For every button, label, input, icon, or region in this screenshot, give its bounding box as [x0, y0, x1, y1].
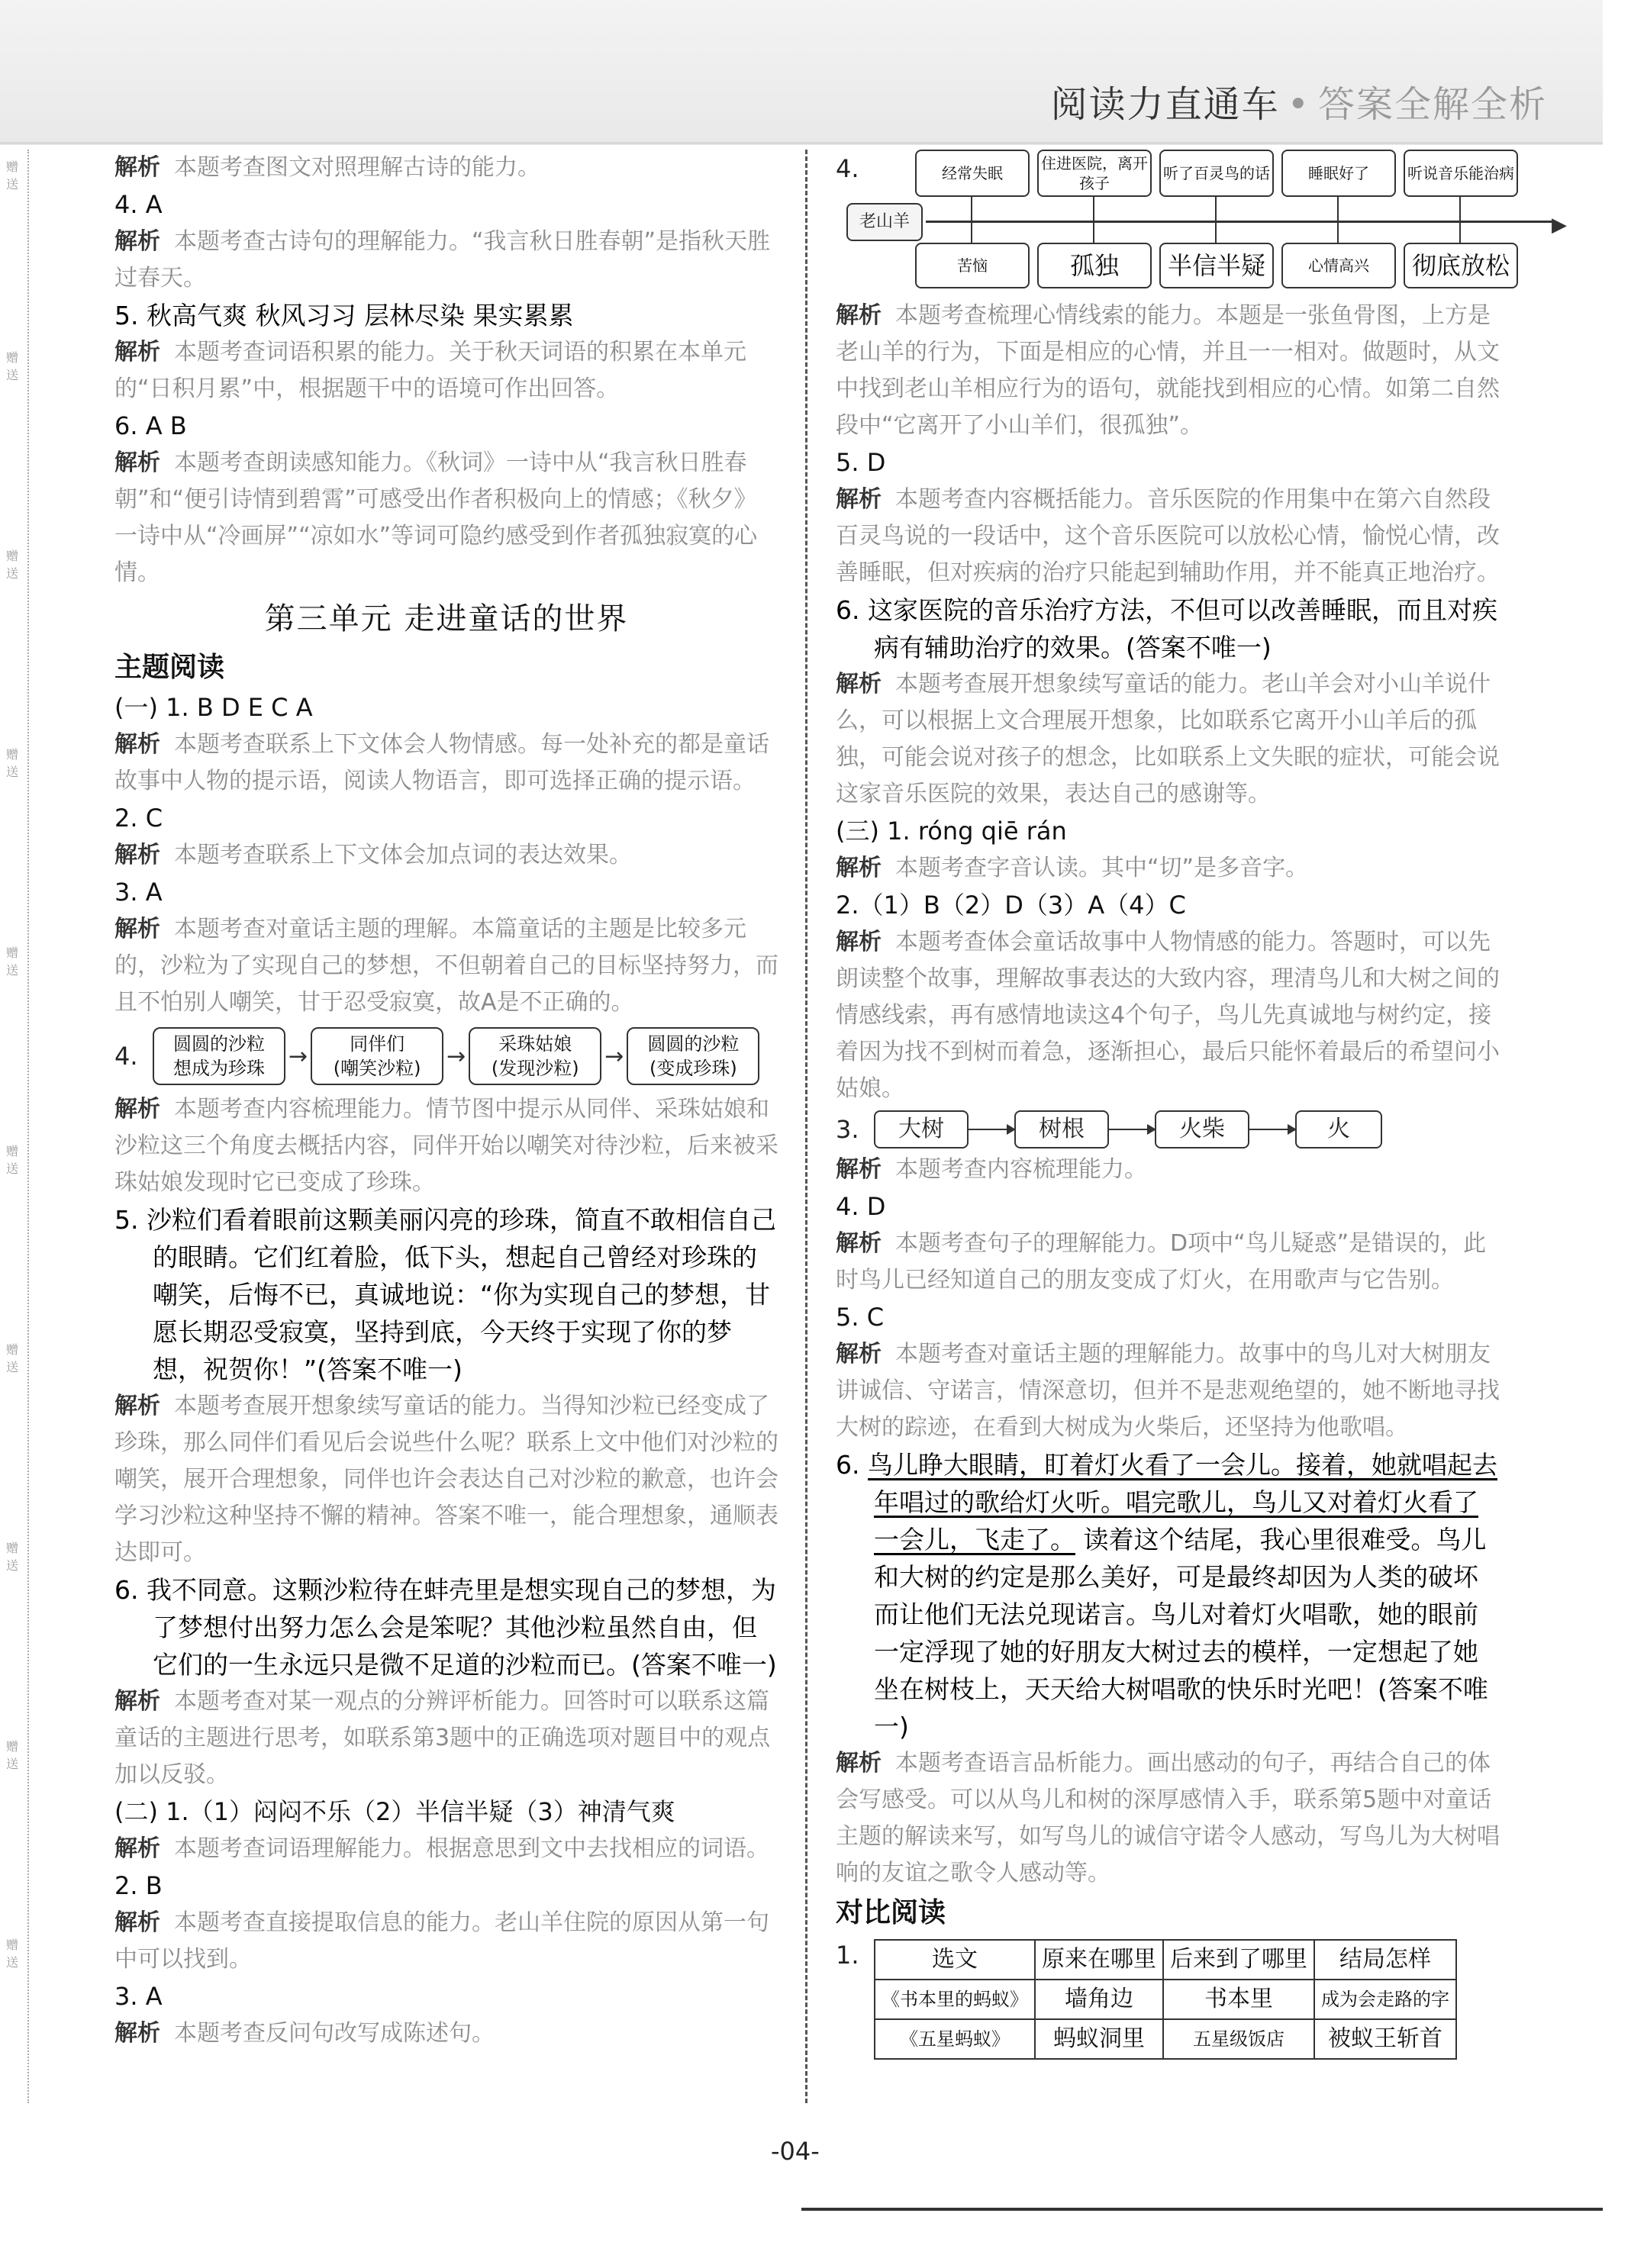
- underlined-sentence: 鸟儿睁大眼睛，盯着灯火看了一会儿。接着，她就唱起去年唱过的歌给灯火听。唱完歌儿，鸟儿又对着灯火看了一会儿，飞走了。: [868, 1450, 1497, 1554]
- explanation: 解析 本题考查图文对照理解古诗的能力。: [114, 154, 540, 181]
- table-cell: 五星级饭店: [1163, 2019, 1314, 2059]
- footer-rule: [801, 2208, 1603, 2211]
- g3-answer-6: 6. 鸟儿睁大眼睛，盯着灯火看了一会儿。接着，她就唱起去年唱过的歌给灯火听。唱完歌儿，鸟儿又对着灯火看了一会儿，飞走了。 读着这个结尾，我心里很难受。鸟儿和大树的约定是那么美好，可是最终却因为人类的破坏而让他们无法兑现诺言。鸟儿对着灯火唱歌，她的眼前一定浮现了她的好朋友大树过去的模样，一定想起了她坐在树枝上，天天给大树唱歌的快乐时光吧！(答案不唯一): [836, 1450, 1497, 1741]
- table-cell: 《五星蚂蚁》: [875, 2019, 1035, 2059]
- g1-explanation-6: 解析 本题考查对某一观点的分辨评析能力。回答时可以联系这篇童话的主题进行思考，如联系第3题中的正确选项对题目中的观点加以反驳。: [114, 1688, 771, 1788]
- explanation-5: 解析 本题考查词语积累的能力。关于秋天词语的积累在本单元的“日积月累”中，根据题干中的语境可作出回答。: [114, 339, 746, 402]
- fishbone-action: 住进医院，离开孩子: [1037, 150, 1152, 197]
- header-rule: [0, 142, 1603, 144]
- fishbone-head-label: 老山羊: [846, 203, 923, 241]
- g2-answer-1: (二) 1.（1）闷闷不乐（2）半信半疑（3）神清气爽: [114, 1797, 675, 1826]
- table-header: 选文: [875, 1940, 1035, 1980]
- book-title: 阅读力直通车: [1050, 83, 1280, 126]
- left-column: [114, 150, 778, 2052]
- answer-5: 5. D: [836, 448, 886, 477]
- fishbone-rib: [1337, 195, 1339, 221]
- table-cell: 《书本里的蚂蚁》: [875, 1980, 1035, 2019]
- flow-box: 采珠姑娘 (发现沙粒): [469, 1027, 601, 1085]
- fishbone-mood: 心情高兴: [1281, 243, 1396, 288]
- g1-answer-1: (一) 1. B D E C A: [114, 693, 313, 722]
- chain-box: 树根: [1014, 1110, 1109, 1148]
- fishbone-rib: [1459, 195, 1461, 221]
- fishbone-mood: 半信半疑: [1159, 243, 1274, 288]
- fishbone-mood: 苦恼: [915, 243, 1030, 288]
- fishbone-action: 听说音乐能治病: [1404, 150, 1518, 197]
- chain-box: 火柴: [1155, 1110, 1249, 1148]
- g3-answer-5: 5. C: [836, 1303, 885, 1332]
- section-title-comparative-reading: 对比阅读: [836, 1897, 946, 1928]
- table-row: [875, 1980, 1456, 2019]
- chain-box: 火: [1295, 1110, 1382, 1148]
- g3-explanation-4: 解析 本题考查句子的理解能力。D项中“鸟儿疑惑”是错误的，此时鸟儿已经知道自己的朋友变成了灯火，在用歌声与它告别。: [836, 1230, 1487, 1293]
- g3-explanation-3: 解析 本题考查内容梳理能力。: [836, 1156, 1147, 1183]
- flow-box: 圆圆的沙粒 想成为珍珠: [153, 1027, 285, 1085]
- unit-title: 第三单元 走进童话的世界: [264, 601, 629, 636]
- g1-answer-3: 3. A: [114, 878, 163, 907]
- g3-explanation-1: 解析 本题考查字音认读。其中“切”是多音字。: [836, 855, 1309, 881]
- g1-explanation-1: 解析 本题考查联系上下文体会人物情感。每一处补充的都是童话故事中人物的提示语，阅读人物语言，即可选择正确的提示语。: [114, 731, 769, 794]
- margin-label: 赠送: [6, 747, 19, 779]
- g1-answer-2: 2. C: [114, 804, 163, 833]
- g1-explanation-4: 解析 本题考查内容梳理能力。情节图中提示从同伴、采珠姑娘和沙粒这三个角度去概括内容，同伴开始以嘲笑对待沙粒，后来被采珠姑娘发现时它已变成了珍珠。: [114, 1096, 778, 1196]
- g1-answer-5: 5. 沙粒们看着眼前这颗美丽闪亮的珍珠，简直不敢相信自己的眼睛。它们红着脸，低下头，想起自己曾经对珍珠的嘲笑，后悔不已，真诚地说：“你为实现自己的梦想，甘愿长期忍受寂寞，坚持到底，今天终于实现了你的梦想，祝贺你！”(答案不唯一): [114, 1205, 776, 1384]
- margin-label: 赠送: [6, 1938, 19, 1970]
- arrow-right-icon: [1109, 1129, 1155, 1130]
- question-number: 1.: [836, 1941, 859, 1970]
- comparison-table-block: [836, 1939, 1500, 2060]
- question-number: 4.: [114, 1042, 138, 1071]
- table-cell: 蚂蚁洞里: [1035, 2019, 1163, 2059]
- margin-label: 赠送: [6, 549, 19, 581]
- margin-label: 赠送: [6, 1342, 19, 1374]
- g1-explanation-2: 解析 本题考查联系上下文体会加点词的表达效果。: [114, 842, 632, 868]
- g2-explanation-1: 解析 本题考查词语理解能力。根据意思到文中去找相应的词语。: [114, 1835, 769, 1862]
- table-cell: 被蚁王斩首: [1314, 2019, 1456, 2059]
- answer-6: 6. A B: [114, 411, 187, 440]
- fishbone-rib: [1215, 195, 1217, 221]
- g2-explanation-2: 解析 本题考查直接提取信息的能力。老山羊住院的原因从第一句中可以找到。: [114, 1909, 769, 1973]
- fishbone-rib: [1093, 195, 1094, 221]
- right-column: [836, 150, 1567, 2060]
- fishbone-rib: [1337, 222, 1339, 243]
- g1-answer-6: 6. 我不同意。这颗沙粒待在蚌壳里是想实现自己的梦想，为了梦想付出努力怎么会是笨呢？其他沙粒虽然自由，但它们的一生永远只是微不足道的沙粒而已。(答案不唯一): [114, 1575, 777, 1680]
- explanation-4: 解析 本题考查古诗句的理解能力。“我言秋日胜春朝”是指秋天胜过春天。: [114, 228, 771, 292]
- header-title: [1051, 75, 1547, 127]
- answer-6: 6. 这家医院的音乐治疗方法，不但可以改善睡眠，而且对疾病有辅助治疗的效果。(答案不唯一): [836, 595, 1497, 662]
- margin-label: 赠送: [6, 350, 19, 382]
- section-title-theme-reading: 主题阅读: [114, 652, 225, 683]
- binding-margin: [5, 150, 29, 2103]
- g3-explanation-2: 解析 本题考查体会童话故事中人物情感的能力。答题时，可以先朗读整个故事，理解故事表达的大致内容，理清鸟儿和大树之间的情感线索，再有感情地读这4个句子，鸟儿先真诚地与树约定，接着因为找不到树而着急，逐渐担心，最后只能怀着最后的希望问小姑娘。: [836, 929, 1500, 1102]
- fishbone-diagram: [836, 150, 1567, 295]
- table-header: 原来在哪里: [1035, 1940, 1163, 1980]
- arrow-right-icon: ▶: [1552, 214, 1567, 237]
- explanation-4: 解析 本题考查梳理心情线索的能力。本题是一张鱼骨图，上方是老山羊的行为，下面是相应的心情，并且一一相对。做题时，从文中找到老山羊相应行为的语句，就能找到相应的心情。如第二自然段中“它离开了小山羊们，很孤独”。: [836, 302, 1500, 439]
- explanation-6: 解析 本题考查朗读感知能力。《秋词》一诗中从“我言秋日胜春朝”和“便引诗情到碧霄”可感受出作者积极向上的情感；《秋夕》一诗中从“冷画屏”“凉如水”等词可隐约感受到作者孤独寂寞的心情。: [114, 449, 758, 586]
- page-number: -04-: [771, 2137, 820, 2166]
- title-dot: •: [1287, 83, 1310, 126]
- g1-explanation-3: 解析 本题考查对童话主题的理解。本篇童话的主题是比较多元的，沙粒为了实现自己的梦想，不但朝着自己的目标坚持努力，而且不怕别人嘲笑，甘于忍受寂寞，故A是不正确的。: [114, 916, 778, 1016]
- g2-explanation-3: 解析 本题考查反问句改写成陈述句。: [114, 2020, 495, 2047]
- table-header: 后来到了哪里: [1163, 1940, 1314, 1980]
- answer-5: 5. 秋高气爽 秋风习习 层林尽染 果实累累: [114, 301, 574, 330]
- question-number: 4.: [836, 154, 859, 183]
- explanation-6: 解析 本题考查展开想象续写童话的能力。老山羊会对小山羊说什么，可以根据上文合理展开想象，比如联系它离开小山羊后的孤独，可能会说对孩子的想念，比如联系上文失眠的症状，可能会说这家音乐医院的效果，表达自己的感谢等。: [836, 671, 1500, 807]
- fishbone-rib: [1093, 222, 1094, 243]
- answer-4: 4. A: [114, 190, 163, 219]
- fishbone-rib: [1215, 222, 1217, 243]
- g3-explanation-5: 解析 本题考查对童话主题的理解能力。故事中的鸟儿对大树朋友讲诚信、守诺言，情深意切，但并不是悲观绝望的，她不断地寻找大树的踪迹，在看到大树成为火柴后，还坚持为他歌唱。: [836, 1341, 1500, 1441]
- chain-diagram: [836, 1110, 1500, 1148]
- margin-label: 赠送: [6, 159, 19, 192]
- table-header: 结局怎样: [1314, 1940, 1456, 1980]
- margin-label: 赠送: [6, 1144, 19, 1176]
- plot-flow-chart: [114, 1027, 778, 1085]
- table-cell: 墙角边: [1035, 1980, 1163, 2019]
- fishbone-mood: 孤独: [1037, 243, 1152, 288]
- explanation-5: 解析 本题考查内容概括能力。音乐医院的作用集中在第六自然段百灵鸟说的一段话中，这个音乐医院可以放松心情，愉悦心情，改善睡眠，但对疾病的治疗只能起到辅助作用，并不能真正地治疗。: [836, 486, 1500, 586]
- margin-label: 赠送: [6, 1739, 19, 1771]
- chain-box: 大树: [874, 1110, 969, 1148]
- table-cell: 成为会走路的字: [1314, 1980, 1456, 2019]
- column-divider: [805, 150, 807, 2103]
- question-number: 3.: [836, 1115, 859, 1144]
- fishbone-mood: 彻底放松: [1404, 243, 1518, 288]
- fishbone-action: 听了百灵鸟的话: [1159, 150, 1274, 197]
- g3-answer-1: (三) 1. róng qiē rán: [836, 817, 1067, 846]
- arrow-right-icon: [969, 1129, 1014, 1130]
- g2-answer-3: 3. A: [114, 1982, 163, 2011]
- margin-label: 赠送: [6, 946, 19, 978]
- fishbone-rib: [971, 222, 972, 243]
- fishbone-action: 经常失眠: [915, 150, 1030, 197]
- table-row: [875, 2019, 1456, 2059]
- table-header-row: [875, 1940, 1456, 1980]
- arrow-right-icon: →: [288, 1042, 308, 1070]
- margin-label: 赠送: [6, 1541, 19, 1573]
- flow-box: 同伴们 (嘲笑沙粒): [311, 1027, 443, 1085]
- table-cell: 书本里: [1163, 1980, 1314, 2019]
- g1-explanation-5: 解析 本题考查展开想象续写童话的能力。当得知沙粒已经变成了珍珠，那么同伴们看见后会说些什么呢？联系上文中他们对沙粒的嘲笑，展开合理想象，同伴也许会表达自己对沙粒的歉意，也许会学习沙粒这种坚持不懈的精神。答案不唯一，能合理想象，通顺表达即可。: [114, 1393, 778, 1566]
- book-subtitle: 答案全解全析: [1317, 83, 1547, 126]
- arrow-right-icon: →: [604, 1042, 624, 1070]
- fishbone-action: 睡眠好了: [1281, 150, 1396, 197]
- fishbone-rib: [1459, 222, 1461, 243]
- g3-explanation-6: 解析 本题考查语言品析能力。画出感动的句子，再结合自己的体会写感受。可以从鸟儿和树的深厚感情入手，联系第5题中对童话主题的解读来写，如写鸟儿的诚信守诺令人感动，写鸟儿为大树唱响的友谊之歌令人感动等。: [836, 1750, 1500, 1886]
- g2-answer-2: 2. B: [114, 1871, 163, 1900]
- comparison-table: [874, 1939, 1457, 2060]
- arrow-right-icon: →: [446, 1042, 466, 1070]
- fishbone-rib: [971, 195, 972, 221]
- g3-answer-4: 4. D: [836, 1192, 886, 1221]
- arrow-right-icon: [1249, 1129, 1295, 1130]
- g3-answer-2: 2.（1）B（2）D（3）A（4）C: [836, 891, 1186, 920]
- flow-box: 圆圆的沙粒 (变成珍珠): [627, 1027, 759, 1085]
